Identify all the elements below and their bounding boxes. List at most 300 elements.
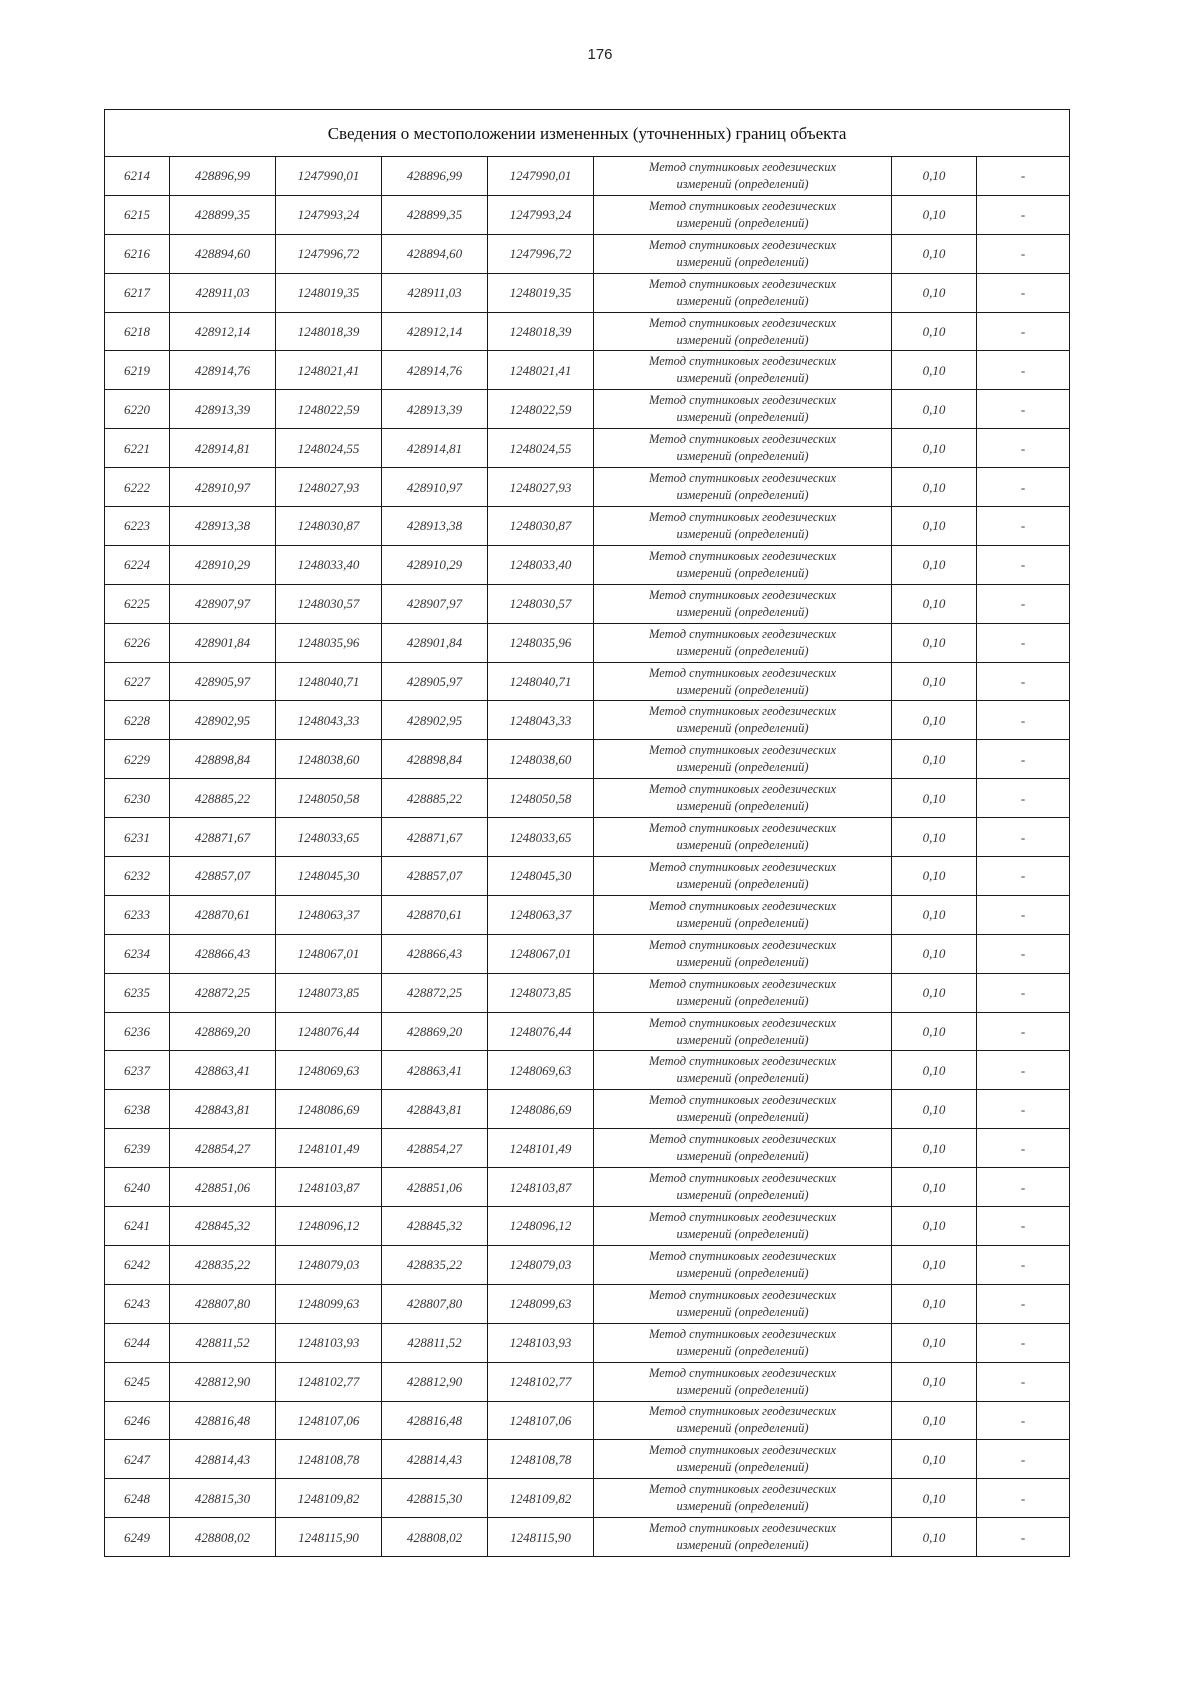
- method-cell: [594, 1051, 892, 1090]
- table-row: [105, 312, 1070, 351]
- refined-y-cell: 1248067,01: [488, 934, 594, 973]
- point-number-cell: 6229: [105, 740, 170, 779]
- method-line-2: измерений (определений): [676, 1421, 809, 1436]
- method-line-1: Метод спутниковых геодезических: [648, 665, 837, 680]
- method-line-1: Метод спутниковых геодезических: [648, 1015, 837, 1030]
- method-line-2: измерений (определений): [676, 1226, 809, 1241]
- accuracy-cell: 0,10: [892, 1207, 977, 1246]
- accuracy-cell: 0,10: [892, 623, 977, 662]
- refined-x-cell: 428910,29: [382, 545, 488, 584]
- point-number-cell: 6235: [105, 973, 170, 1012]
- method-line-1: Метод спутниковых геодезических: [648, 276, 837, 291]
- refined-y-cell: 1248103,87: [488, 1168, 594, 1207]
- method-cell: [594, 1168, 892, 1207]
- table-row: [105, 1440, 1070, 1479]
- note-cell: -: [977, 1207, 1070, 1246]
- accuracy-cell: 0,10: [892, 973, 977, 1012]
- existing-y-cell: 1248099,63: [276, 1284, 382, 1323]
- method-line-2: измерений (определений): [676, 371, 809, 386]
- existing-x-cell: 428914,76: [170, 351, 276, 390]
- method-cell: [594, 662, 892, 701]
- method-line-1: Метод спутниковых геодезических: [648, 1287, 837, 1302]
- existing-x-cell: 428894,60: [170, 234, 276, 273]
- method-line-2: измерений (определений): [676, 1071, 809, 1086]
- refined-y-cell: 1248018,39: [488, 312, 594, 351]
- method-line-2: измерений (определений): [676, 1499, 809, 1514]
- method-cell: [594, 779, 892, 818]
- method-line-2: измерений (определений): [676, 838, 809, 853]
- refined-x-cell: 428807,80: [382, 1284, 488, 1323]
- existing-x-cell: 428863,41: [170, 1051, 276, 1090]
- table-row: [105, 1129, 1070, 1168]
- accuracy-cell: 0,10: [892, 157, 977, 196]
- refined-y-cell: 1248069,63: [488, 1051, 594, 1090]
- method-line-2: измерений (определений): [676, 293, 809, 308]
- method-line-2: измерений (определений): [676, 954, 809, 969]
- method-line-2: измерений (определений): [676, 1110, 809, 1125]
- refined-y-cell: 1248033,65: [488, 818, 594, 857]
- existing-y-cell: 1248033,65: [276, 818, 382, 857]
- method-line-1: Метод спутниковых геодезических: [648, 1093, 837, 1108]
- accuracy-cell: 0,10: [892, 1518, 977, 1557]
- existing-y-cell: 1248035,96: [276, 623, 382, 662]
- method-line-2: измерений (определений): [676, 682, 809, 697]
- refined-y-cell: 1248030,57: [488, 584, 594, 623]
- refined-y-cell: 1248050,58: [488, 779, 594, 818]
- note-cell: -: [977, 818, 1070, 857]
- refined-x-cell: 428914,81: [382, 429, 488, 468]
- accuracy-cell: 0,10: [892, 468, 977, 507]
- refined-x-cell: 428913,38: [382, 507, 488, 546]
- refined-x-cell: 428857,07: [382, 857, 488, 896]
- existing-y-cell: 1248103,87: [276, 1168, 382, 1207]
- existing-y-cell: 1247990,01: [276, 157, 382, 196]
- method-cell: [594, 584, 892, 623]
- existing-x-cell: 428913,39: [170, 390, 276, 429]
- table-row: [105, 234, 1070, 273]
- method-line-1: Метод спутниковых геодезических: [648, 198, 837, 213]
- method-cell: [594, 1401, 892, 1440]
- note-cell: -: [977, 857, 1070, 896]
- refined-x-cell: 428905,97: [382, 662, 488, 701]
- method-line-1: Метод спутниковых геодезических: [648, 1054, 837, 1069]
- refined-y-cell: 1248099,63: [488, 1284, 594, 1323]
- point-number-cell: 6230: [105, 779, 170, 818]
- refined-x-cell: 428851,06: [382, 1168, 488, 1207]
- accuracy-cell: 0,10: [892, 429, 977, 468]
- note-cell: -: [977, 1479, 1070, 1518]
- table-row: [105, 1051, 1070, 1090]
- table-row: [105, 429, 1070, 468]
- point-number-cell: 6243: [105, 1284, 170, 1323]
- method-line-1: Метод спутниковых геодезических: [648, 1404, 837, 1419]
- existing-x-cell: 428869,20: [170, 1012, 276, 1051]
- existing-y-cell: 1248079,03: [276, 1245, 382, 1284]
- refined-y-cell: 1248108,78: [488, 1440, 594, 1479]
- point-number-cell: 6238: [105, 1090, 170, 1129]
- note-cell: -: [977, 973, 1070, 1012]
- method-line-1: Метод спутниковых геодезических: [648, 821, 837, 836]
- method-cell: [594, 895, 892, 934]
- accuracy-cell: 0,10: [892, 1401, 977, 1440]
- refined-x-cell: 428901,84: [382, 623, 488, 662]
- method-line-2: измерений (определений): [676, 254, 809, 269]
- existing-y-cell: 1248107,06: [276, 1401, 382, 1440]
- existing-x-cell: 428910,29: [170, 545, 276, 584]
- note-cell: -: [977, 895, 1070, 934]
- accuracy-cell: 0,10: [892, 818, 977, 857]
- point-number-cell: 6215: [105, 195, 170, 234]
- method-cell: [594, 234, 892, 273]
- note-cell: -: [977, 351, 1070, 390]
- method-cell: [594, 1245, 892, 1284]
- existing-y-cell: 1248063,37: [276, 895, 382, 934]
- refined-x-cell: 428812,90: [382, 1362, 488, 1401]
- note-cell: -: [977, 1090, 1070, 1129]
- note-cell: -: [977, 584, 1070, 623]
- refined-x-cell: 428912,14: [382, 312, 488, 351]
- point-number-cell: 6231: [105, 818, 170, 857]
- refined-x-cell: 428816,48: [382, 1401, 488, 1440]
- table-row: [105, 895, 1070, 934]
- table-row: [105, 273, 1070, 312]
- existing-y-cell: 1248102,77: [276, 1362, 382, 1401]
- method-line-1: Метод спутниковых геодезических: [648, 1171, 837, 1186]
- existing-x-cell: 428870,61: [170, 895, 276, 934]
- method-cell: [594, 973, 892, 1012]
- note-cell: -: [977, 1440, 1070, 1479]
- existing-x-cell: 428898,84: [170, 740, 276, 779]
- method-line-2: измерений (определений): [676, 721, 809, 736]
- method-line-1: Метод спутниковых геодезических: [648, 743, 837, 758]
- accuracy-cell: 0,10: [892, 584, 977, 623]
- point-number-cell: 6224: [105, 545, 170, 584]
- refined-y-cell: 1248115,90: [488, 1518, 594, 1557]
- note-cell: -: [977, 701, 1070, 740]
- accuracy-cell: 0,10: [892, 1168, 977, 1207]
- table-row: [105, 584, 1070, 623]
- note-cell: -: [977, 1323, 1070, 1362]
- method-line-1: Метод спутниковых геодезических: [648, 471, 837, 486]
- accuracy-cell: 0,10: [892, 662, 977, 701]
- accuracy-cell: 0,10: [892, 234, 977, 273]
- accuracy-cell: 0,10: [892, 934, 977, 973]
- point-number-cell: 6234: [105, 934, 170, 973]
- point-number-cell: 6248: [105, 1479, 170, 1518]
- existing-y-cell: 1248030,87: [276, 507, 382, 546]
- refined-x-cell: 428910,97: [382, 468, 488, 507]
- method-line-2: измерений (определений): [676, 915, 809, 930]
- note-cell: -: [977, 157, 1070, 196]
- point-number-cell: 6237: [105, 1051, 170, 1090]
- refined-y-cell: 1248027,93: [488, 468, 594, 507]
- table-row: [105, 545, 1070, 584]
- accuracy-cell: 0,10: [892, 701, 977, 740]
- method-line-2: измерений (определений): [676, 1343, 809, 1358]
- existing-y-cell: 1248076,44: [276, 1012, 382, 1051]
- table-body: [105, 157, 1070, 1557]
- method-line-1: Метод спутниковых геодезических: [648, 1482, 837, 1497]
- method-cell: [594, 1518, 892, 1557]
- table-row: [105, 157, 1070, 196]
- existing-x-cell: 428816,48: [170, 1401, 276, 1440]
- method-line-2: измерений (определений): [676, 1265, 809, 1280]
- method-cell: [594, 312, 892, 351]
- refined-y-cell: 1248073,85: [488, 973, 594, 1012]
- method-cell: [594, 1440, 892, 1479]
- table-row: [105, 623, 1070, 662]
- existing-x-cell: 428814,43: [170, 1440, 276, 1479]
- accuracy-cell: 0,10: [892, 1440, 977, 1479]
- existing-y-cell: 1248019,35: [276, 273, 382, 312]
- existing-y-cell: 1248086,69: [276, 1090, 382, 1129]
- note-cell: -: [977, 740, 1070, 779]
- method-line-2: измерений (определений): [676, 565, 809, 580]
- method-line-2: измерений (определений): [676, 643, 809, 658]
- point-number-cell: 6236: [105, 1012, 170, 1051]
- method-cell: [594, 1323, 892, 1362]
- note-cell: -: [977, 507, 1070, 546]
- method-line-2: измерений (определений): [676, 604, 809, 619]
- method-line-1: Метод спутниковых геодезических: [648, 626, 837, 641]
- refined-x-cell: 428870,61: [382, 895, 488, 934]
- refined-y-cell: 1248019,35: [488, 273, 594, 312]
- table-row: [105, 468, 1070, 507]
- method-line-1: Метод спутниковых геодезических: [648, 432, 837, 447]
- point-number-cell: 6239: [105, 1129, 170, 1168]
- note-cell: -: [977, 1284, 1070, 1323]
- existing-y-cell: 1248073,85: [276, 973, 382, 1012]
- point-number-cell: 6221: [105, 429, 170, 468]
- note-cell: -: [977, 1012, 1070, 1051]
- point-number-cell: 6214: [105, 157, 170, 196]
- table-caption: Сведения о местоположении измененных (уточненных) границ объекта: [105, 110, 1070, 157]
- point-number-cell: 6249: [105, 1518, 170, 1557]
- method-line-1: Метод спутниковых геодезических: [648, 898, 837, 913]
- point-number-cell: 6242: [105, 1245, 170, 1284]
- existing-y-cell: 1248045,30: [276, 857, 382, 896]
- table-row: [105, 973, 1070, 1012]
- refined-x-cell: 428815,30: [382, 1479, 488, 1518]
- refined-x-cell: 428902,95: [382, 701, 488, 740]
- refined-y-cell: 1248022,59: [488, 390, 594, 429]
- method-cell: [594, 818, 892, 857]
- existing-y-cell: 1248069,63: [276, 1051, 382, 1090]
- method-cell: [594, 507, 892, 546]
- method-line-1: Метод спутниковых геодезических: [648, 1326, 837, 1341]
- table-row: [105, 390, 1070, 429]
- table-row: [105, 1401, 1070, 1440]
- point-number-cell: 6247: [105, 1440, 170, 1479]
- method-line-2: измерений (определений): [676, 1538, 809, 1553]
- table-row: [105, 1362, 1070, 1401]
- accuracy-cell: 0,10: [892, 740, 977, 779]
- point-number-cell: 6220: [105, 390, 170, 429]
- table-row: [105, 662, 1070, 701]
- table-row: [105, 1090, 1070, 1129]
- method-cell: [594, 701, 892, 740]
- refined-x-cell: 428814,43: [382, 1440, 488, 1479]
- method-line-1: Метод спутниковых геодезических: [648, 1365, 837, 1380]
- existing-y-cell: 1248024,55: [276, 429, 382, 468]
- note-cell: -: [977, 195, 1070, 234]
- existing-x-cell: 428910,97: [170, 468, 276, 507]
- existing-x-cell: 428902,95: [170, 701, 276, 740]
- point-number-cell: 6217: [105, 273, 170, 312]
- point-number-cell: 6245: [105, 1362, 170, 1401]
- accuracy-cell: 0,10: [892, 1090, 977, 1129]
- existing-x-cell: 428807,80: [170, 1284, 276, 1323]
- method-line-1: Метод спутниковых геодезических: [648, 509, 837, 524]
- refined-x-cell: 428899,35: [382, 195, 488, 234]
- page-number: 176: [587, 46, 613, 63]
- existing-x-cell: 428866,43: [170, 934, 276, 973]
- accuracy-cell: 0,10: [892, 312, 977, 351]
- existing-y-cell: 1248108,78: [276, 1440, 382, 1479]
- refined-x-cell: 428854,27: [382, 1129, 488, 1168]
- accuracy-cell: 0,10: [892, 1479, 977, 1518]
- table-row: [105, 1168, 1070, 1207]
- existing-y-cell: 1248027,93: [276, 468, 382, 507]
- method-line-2: измерений (определений): [676, 1149, 809, 1164]
- refined-y-cell: 1248043,33: [488, 701, 594, 740]
- note-cell: -: [977, 1168, 1070, 1207]
- method-cell: [594, 1362, 892, 1401]
- table-row: [105, 701, 1070, 740]
- refined-y-cell: 1248076,44: [488, 1012, 594, 1051]
- existing-x-cell: 428912,14: [170, 312, 276, 351]
- method-line-1: Метод спутниковых геодезических: [648, 1132, 837, 1147]
- point-number-cell: 6223: [105, 507, 170, 546]
- refined-y-cell: 1248021,41: [488, 351, 594, 390]
- table-row: [105, 507, 1070, 546]
- method-cell: [594, 157, 892, 196]
- existing-y-cell: 1248101,49: [276, 1129, 382, 1168]
- point-number-cell: 6219: [105, 351, 170, 390]
- method-line-2: измерений (определений): [676, 1188, 809, 1203]
- existing-y-cell: 1248109,82: [276, 1479, 382, 1518]
- refined-x-cell: 428898,84: [382, 740, 488, 779]
- method-line-2: измерений (определений): [676, 176, 809, 191]
- method-cell: [594, 740, 892, 779]
- method-cell: [594, 351, 892, 390]
- refined-y-cell: 1248038,60: [488, 740, 594, 779]
- refined-x-cell: 428835,22: [382, 1245, 488, 1284]
- existing-x-cell: 428815,30: [170, 1479, 276, 1518]
- method-cell: [594, 934, 892, 973]
- table-row: [105, 740, 1070, 779]
- existing-y-cell: 1248021,41: [276, 351, 382, 390]
- refined-y-cell: 1248101,49: [488, 1129, 594, 1168]
- refined-y-cell: 1248035,96: [488, 623, 594, 662]
- existing-y-cell: 1248018,39: [276, 312, 382, 351]
- note-cell: -: [977, 390, 1070, 429]
- method-line-2: измерений (определений): [676, 449, 809, 464]
- method-line-2: измерений (определений): [676, 1460, 809, 1475]
- method-cell: [594, 468, 892, 507]
- existing-x-cell: 428899,35: [170, 195, 276, 234]
- method-cell: [594, 857, 892, 896]
- point-number-cell: 6222: [105, 468, 170, 507]
- existing-x-cell: 428905,97: [170, 662, 276, 701]
- note-cell: -: [977, 1518, 1070, 1557]
- note-cell: -: [977, 1245, 1070, 1284]
- note-cell: -: [977, 273, 1070, 312]
- existing-x-cell: 428911,03: [170, 273, 276, 312]
- accuracy-cell: 0,10: [892, 1323, 977, 1362]
- method-cell: [594, 1207, 892, 1246]
- refined-x-cell: 428843,81: [382, 1090, 488, 1129]
- refined-x-cell: 428871,67: [382, 818, 488, 857]
- refined-y-cell: 1248030,87: [488, 507, 594, 546]
- refined-x-cell: 428808,02: [382, 1518, 488, 1557]
- note-cell: -: [977, 934, 1070, 973]
- method-line-2: измерений (определений): [676, 1032, 809, 1047]
- method-line-2: измерений (определений): [676, 526, 809, 541]
- method-line-2: измерений (определений): [676, 410, 809, 425]
- accuracy-cell: 0,10: [892, 545, 977, 584]
- refined-y-cell: 1248086,69: [488, 1090, 594, 1129]
- existing-x-cell: 428871,67: [170, 818, 276, 857]
- boundary-points-table: [104, 109, 1070, 1557]
- table-row: [105, 857, 1070, 896]
- method-cell: [594, 1012, 892, 1051]
- method-line-2: измерений (определений): [676, 993, 809, 1008]
- existing-y-cell: 1248040,71: [276, 662, 382, 701]
- existing-x-cell: 428835,22: [170, 1245, 276, 1284]
- accuracy-cell: 0,10: [892, 857, 977, 896]
- table-row: [105, 195, 1070, 234]
- refined-x-cell: 428907,97: [382, 584, 488, 623]
- existing-x-cell: 428812,90: [170, 1362, 276, 1401]
- refined-x-cell: 428914,76: [382, 351, 488, 390]
- note-cell: -: [977, 545, 1070, 584]
- existing-x-cell: 428914,81: [170, 429, 276, 468]
- method-cell: [594, 1284, 892, 1323]
- accuracy-cell: 0,10: [892, 1129, 977, 1168]
- table-row: [105, 1245, 1070, 1284]
- point-number-cell: 6233: [105, 895, 170, 934]
- refined-y-cell: 1247996,72: [488, 234, 594, 273]
- existing-x-cell: 428851,06: [170, 1168, 276, 1207]
- refined-y-cell: 1248103,93: [488, 1323, 594, 1362]
- point-number-cell: 6227: [105, 662, 170, 701]
- refined-y-cell: 1248096,12: [488, 1207, 594, 1246]
- method-cell: [594, 429, 892, 468]
- accuracy-cell: 0,10: [892, 351, 977, 390]
- existing-y-cell: 1248096,12: [276, 1207, 382, 1246]
- existing-x-cell: 428857,07: [170, 857, 276, 896]
- existing-y-cell: 1247993,24: [276, 195, 382, 234]
- existing-x-cell: 428907,97: [170, 584, 276, 623]
- accuracy-cell: 0,10: [892, 273, 977, 312]
- existing-y-cell: 1248103,93: [276, 1323, 382, 1362]
- refined-y-cell: 1247990,01: [488, 157, 594, 196]
- refined-y-cell: 1248024,55: [488, 429, 594, 468]
- method-line-1: Метод спутниковых геодезических: [648, 315, 837, 330]
- table-row: [105, 1012, 1070, 1051]
- method-line-1: Метод спутниковых геодезических: [648, 976, 837, 991]
- table-row: [105, 1479, 1070, 1518]
- accuracy-cell: 0,10: [892, 1362, 977, 1401]
- table-row: [105, 1207, 1070, 1246]
- method-cell: [594, 1129, 892, 1168]
- existing-y-cell: 1248067,01: [276, 934, 382, 973]
- refined-y-cell: 1248033,40: [488, 545, 594, 584]
- method-line-2: измерений (определений): [676, 1304, 809, 1319]
- refined-y-cell: 1248102,77: [488, 1362, 594, 1401]
- note-cell: -: [977, 234, 1070, 273]
